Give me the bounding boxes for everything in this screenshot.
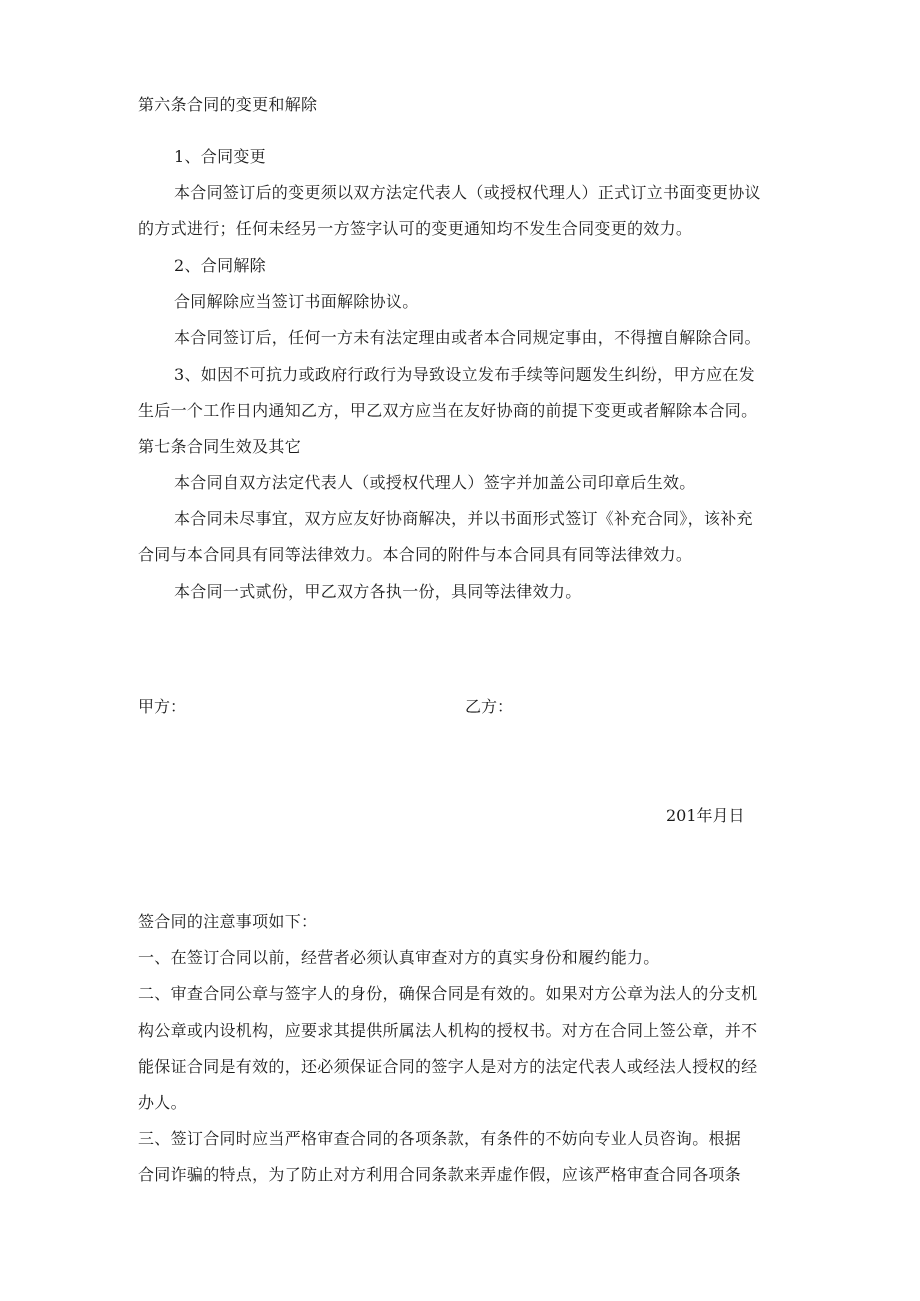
note2-line2: 构公章或内设机构，应要求其提供所属法人机构的授权书。对方在合同上签公章，并不: [138, 1021, 758, 1040]
article7-paragraph3: 本合同一式贰份，甲乙双方各执一份，具同等法律效力。: [174, 582, 582, 601]
item1-paragraph-line2: 的方式进行；任何未经另一方签字认可的变更通知均不发生合同变更的效力。: [138, 219, 693, 238]
signing-date: 201年月日: [666, 806, 745, 825]
party-b-label: 乙方：: [465, 697, 514, 716]
item2-paragraph2: 本合同签订后，任何一方未有法定理由或者本合同规定事由，不得擅自解除合同。: [174, 328, 761, 347]
article7-paragraph2-line1: 本合同未尽事宜，双方应友好协商解决，并以书面形式签订《补充合同》，该补充: [174, 509, 753, 528]
notes-title: 签合同的注意事项如下：: [138, 912, 318, 931]
item1-paragraph-line1: 本合同签订后的变更须以双方法定代表人（或授权代理人）正式订立书面变更协议: [174, 183, 761, 202]
item3-line1: 3、如因不可抗力或政府行政行为导致设立发布手续等问题发生纠纷，甲方应在发: [174, 365, 755, 384]
note2-line4: 办人。: [138, 1093, 187, 1112]
note1: 一、在签订合同以前，经营者必须认真审查对方的真实身份和履约能力。: [138, 948, 660, 967]
item3-line2: 生后一个工作日内通知乙方，甲乙双方应当在友好协商的前提下变更或者解除本合同。: [138, 401, 758, 420]
item2-title: 2、合同解除: [174, 256, 266, 275]
item1-title: 1、合同变更: [174, 147, 266, 166]
article7-title: 第七条合同生效及其它: [138, 437, 302, 456]
article6-title: 第六条合同的变更和解除: [138, 95, 318, 114]
party-a-label: 甲方：: [138, 697, 187, 716]
item2-paragraph1: 合同解除应当签订书面解除协议。: [174, 292, 419, 311]
note3-line2: 合同诈骗的特点，为了防止对方利用合同条款来弄虚作假，应该严格审查合同各项条: [138, 1165, 742, 1184]
note2-line3: 能保证合同是有效的，还必须保证合同的签字人是对方的法定代表人或经法人授权的经: [138, 1057, 758, 1076]
article7-paragraph2-line2: 合同与本合同具有同等法律效力。本合同的附件与本合同具有同等法律效力。: [138, 545, 693, 564]
note3-line1: 三、签订合同时应当严格审查合同的各项条款，有条件的不妨向专业人员咨询。根据: [138, 1129, 742, 1148]
article7-paragraph1: 本合同自双方法定代表人（或授权代理人）签字并加盖公司印章后生效。: [174, 473, 696, 492]
note2-line1: 二、审查合同公章与签字人的身份，确保合同是有效的。如果对方公章为法人的分支机: [138, 984, 758, 1003]
